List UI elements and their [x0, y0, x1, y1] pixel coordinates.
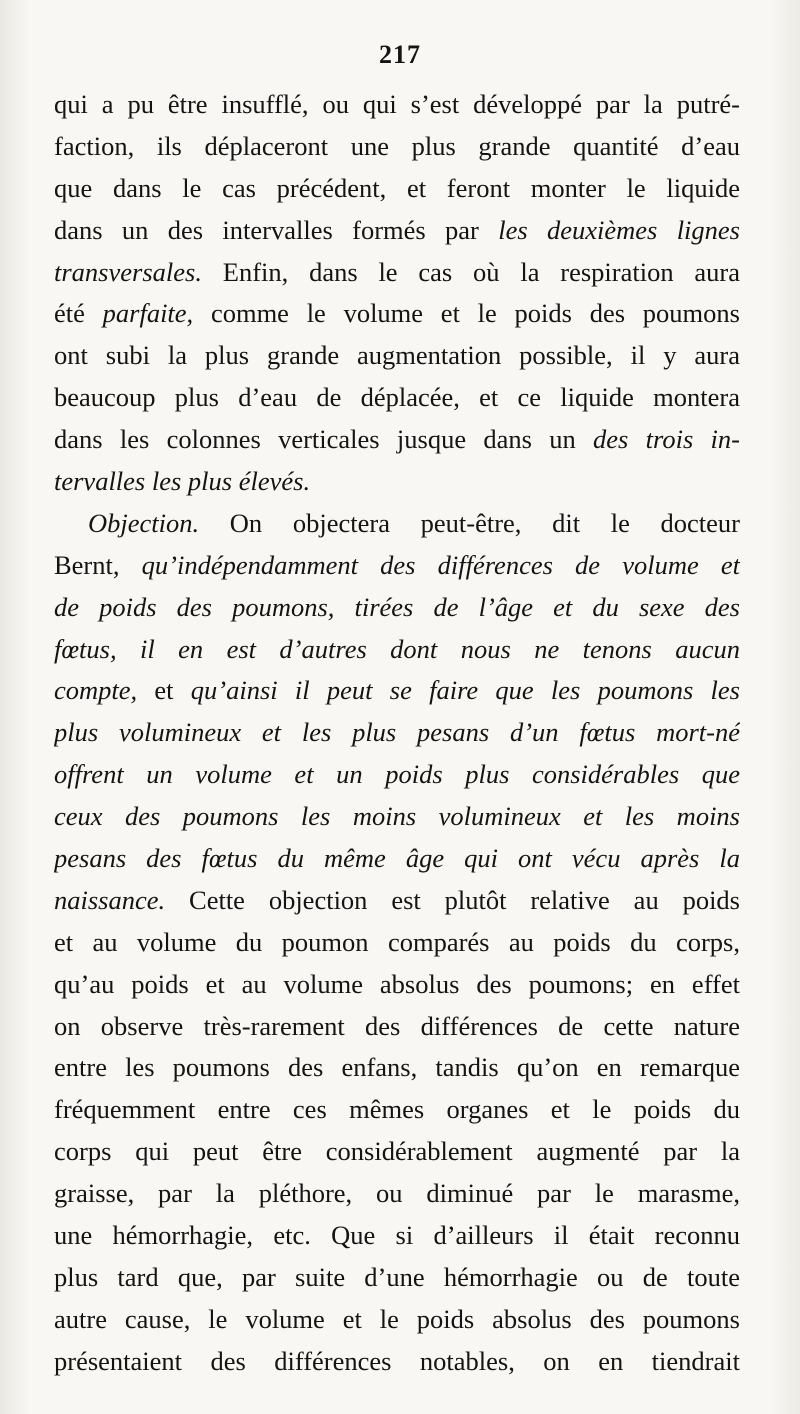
text-span: comme le volume et le poids des poumons	[193, 298, 740, 329]
text-span: faction, ils déplaceront une plus grande quantité d’eau	[54, 130, 740, 161]
text-line	[54, 629, 740, 671]
text-span: fréquemment entre ces mêmes organes et le poids du	[54, 1094, 740, 1125]
italic-text: pesans des fœtus du même âge qui ont vécu après la	[54, 843, 740, 874]
text-span: Bernt,	[54, 549, 142, 580]
text-span: plus tard que, par suite d’une hémorrhagie ou de toute	[54, 1261, 740, 1292]
italic-text: offrent un volume et un poids plus considérables que	[54, 759, 740, 790]
text-line	[54, 796, 740, 838]
text-line	[54, 1173, 740, 1215]
text-line	[54, 1215, 740, 1257]
text-span: qu’au poids et au volume absolus des poumons; en effet	[54, 968, 740, 999]
text-span: présentaient des différences notables, on en tiendrait	[54, 1345, 740, 1376]
italic-text: plus volumineux et les plus pesans d’un fœtus mort-né	[54, 717, 740, 748]
text-line	[54, 838, 740, 880]
text-line	[54, 168, 740, 210]
text-line	[54, 503, 740, 545]
text-line	[54, 84, 740, 126]
text-line	[54, 754, 740, 796]
text-line	[54, 1089, 740, 1131]
page-number: 217	[379, 40, 421, 69]
text-line	[54, 922, 740, 964]
italic-text: fœtus, il en est d’autres dont nous ne tenons aucun	[54, 633, 740, 664]
text-line	[54, 1047, 740, 1089]
text-line	[54, 587, 740, 629]
text-span: Enfin, dans le cas où la respiration aura	[201, 256, 740, 287]
italic-text: de poids des poumons, tirées de l’âge et du sexe des	[54, 591, 740, 622]
text-span: on observe très-rarement des différences de cette nature	[54, 1010, 740, 1041]
text-span: On objectera peut-être, dit le docteur	[199, 507, 740, 538]
italic-text: parfaite,	[102, 298, 194, 329]
text-line	[54, 1006, 740, 1048]
text-line	[54, 210, 740, 252]
text-span: graisse, par la pléthore, ou diminué par le marasme,	[54, 1178, 740, 1209]
text-line	[54, 1257, 740, 1299]
text-span: été	[54, 298, 103, 329]
text-span: et	[137, 675, 191, 706]
italic-text: compte,	[54, 675, 138, 706]
text-span: qui a pu être insufflé, ou qui s’est développé par la putré-	[54, 89, 740, 119]
text-line	[54, 377, 740, 419]
text-span: Cette objection est plutôt relative au poids	[165, 884, 740, 915]
text-line	[54, 545, 740, 587]
text-line	[54, 419, 740, 461]
text-span: ont subi la plus grande augmentation possible, il y aura	[54, 340, 740, 371]
text-line	[54, 880, 740, 922]
text-span: dans un des intervalles formés par	[54, 214, 499, 245]
italic-text: les deuxièmes lignes	[498, 214, 740, 245]
italic-text: des trois in-	[593, 424, 740, 455]
text-line	[54, 964, 740, 1006]
body-text	[54, 84, 740, 1383]
text-span: une hémorrhagie, etc. Que si d’ailleurs il était reconnu	[54, 1220, 740, 1251]
italic-text: qu’ainsi il peut se faire que les poumons les	[190, 675, 740, 706]
text-line	[54, 335, 740, 377]
text-span: autre cause, le volume et le poids absolus des poumons	[54, 1303, 740, 1334]
italic-text: tervalles les plus élevés.	[54, 466, 311, 497]
text-line	[54, 1131, 740, 1173]
text-line	[54, 461, 740, 503]
text-line	[54, 1341, 740, 1383]
text-line	[54, 712, 740, 754]
italic-text: Objection.	[88, 507, 200, 538]
text-line	[54, 126, 740, 168]
text-line	[54, 293, 740, 335]
text-span: entre les poumons des enfans, tandis qu’on en remarque	[54, 1052, 740, 1083]
italic-text: transversales.	[54, 256, 202, 287]
text-line	[54, 670, 740, 712]
text-span: corps qui peut être considérablement augmenté par la	[54, 1136, 740, 1167]
text-span: dans les colonnes verticales jusque dans un	[54, 424, 594, 455]
italic-text: qu’indépendamment des différences de volume et	[141, 549, 740, 580]
text-span: et au volume du poumon comparés au poids du corps,	[54, 926, 740, 957]
italic-text: ceux des poumons les moins volumineux et les moins	[54, 801, 740, 832]
italic-text: naissance.	[54, 884, 166, 915]
text-span: que dans le cas précédent, et feront monter le liquide	[54, 172, 740, 203]
text-span: beaucoup plus d’eau de déplacée, et ce liquide montera	[54, 382, 740, 413]
text-line	[54, 252, 740, 294]
text-line	[54, 1299, 740, 1341]
